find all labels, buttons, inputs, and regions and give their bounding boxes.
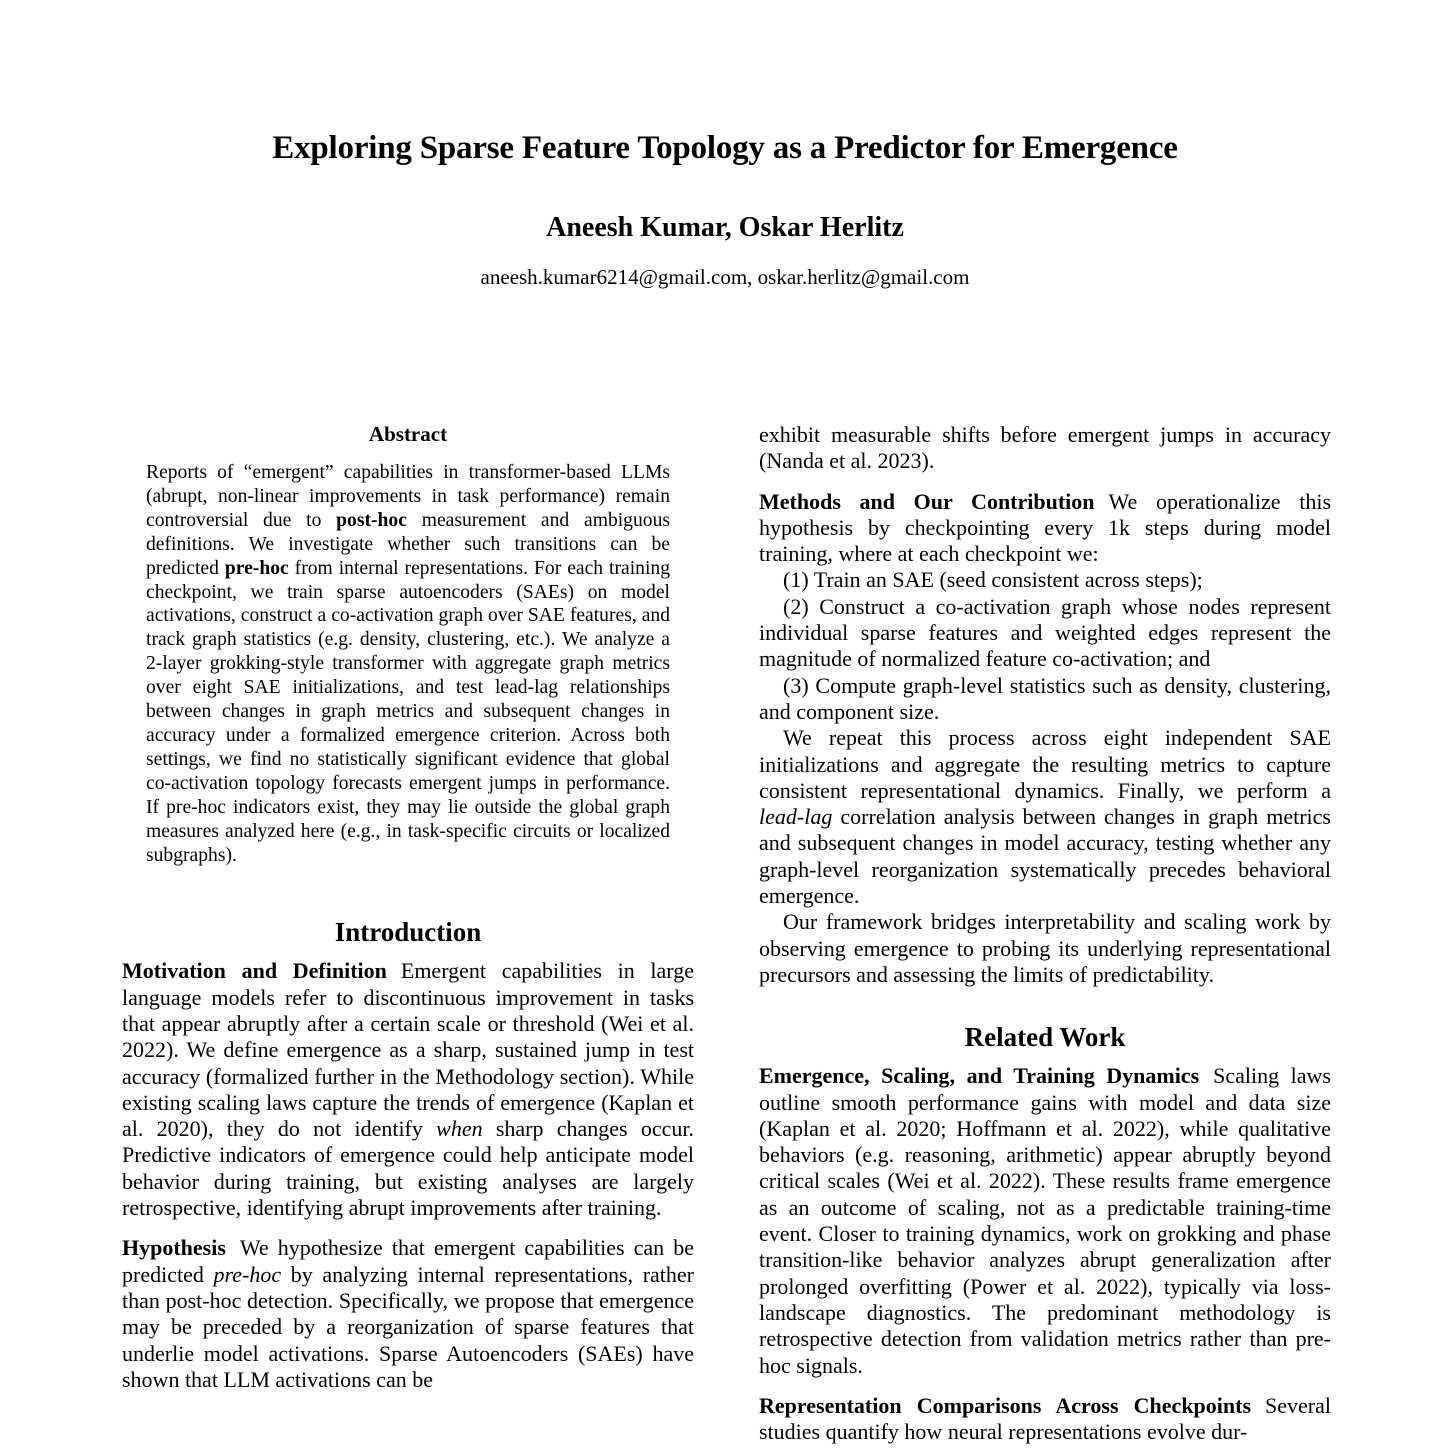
abstract-heading: Abstract	[368, 422, 448, 446]
hypothesis-text: We hypothesize that emergent capabilities can be predicted	[122, 1235, 694, 1287]
motivation-paragraph	[122, 958, 694, 1221]
paper-authors: Aneesh Kumar, Oskar Herlitz	[546, 212, 904, 243]
motivation-emphasis: when	[436, 1116, 483, 1142]
abstract-text: from internal representations. For each training checkpoint, we train sparse autoencoders (SAEs) on model activations, construct a co-activation graph over SAE features, and track graph statistics (e.g. density, clustering, etc.). We analyze a 2-layer grokking-style transformer with aggregate graph metrics over eight SAE initializations, and test lead-lag relationships between changes in graph metrics and subsequent changes in accuracy under a formalized emergence criterion. Across both settings, we find no statistically significant evidence that global co-activation topology forecasts emergent jumps in performance. If pre-hoc indicators exist, they may lie outside the global graph measures analyzed here (e.g., in task-specific circuits or localized subgraphs).	[146, 557, 670, 866]
abstract-text: Reports of “emergent” capabilities in transformer-based LLMs (abrupt, non-linear improvements in task performance) remain controversial due to	[146, 462, 670, 531]
method-step-1: (1) Train an SAE (seed consistent across steps);	[783, 567, 1203, 593]
abstract-text: measurement and ambiguous definitions. We investigate whether such transitions can be predicted	[146, 509, 670, 579]
author-emails: aneesh.kumar6214@gmail.com, oskar.herlitz@gmail.com	[480, 265, 970, 289]
repeat-text: We repeat this process across eight independent SAE initializations and aggregate the resulting metrics to capture consistent representational dynamics. Finally, we perform a	[759, 725, 1331, 803]
right-column	[759, 422, 1331, 1445]
introduction-heading: Introduction	[334, 917, 482, 948]
methods-paragraph	[759, 489, 1331, 568]
hypothesis-text: by analyzing internal representations, rather than post-hoc detection. Specifically, we propose that emergence may be preceded by a reorganization of sparse features that underlie model activations. Sparse Autoencoders (SAEs) have shown that LLM activations can be	[122, 1261, 694, 1392]
representation-paragraph	[759, 1393, 1331, 1446]
method-step-3: (3) Compute graph-level statistics such as density, clustering, and component size.	[759, 672, 1331, 724]
methods-text: We operationalize this hypothesis by checkpointing every 1k steps during model training, where at each checkpoint we:	[759, 488, 1332, 567]
abstract-body	[146, 461, 670, 867]
motivation-text: sharp changes occur. Predictive indicators of emergence could help anticipate model behavior during training, but existing analyses are largely retrospective, identifying abrupt improvements after training.	[122, 1116, 694, 1221]
repeat-text: correlation analysis between changes in graph metrics and subsequent changes in model accuracy, testing whether any graph-level reorganization systematically precedes behavioral emergence.	[759, 804, 1331, 909]
motivation-runin-heading: Motivation and Definition	[122, 958, 387, 984]
abstract-emphasis-pre-hoc: pre-hoc	[224, 557, 289, 579]
representation-runin-heading: Representation Comparisons Across Checkpoints	[759, 1392, 1252, 1418]
emergence-paragraph	[759, 1063, 1331, 1379]
related-work-heading: Related Work	[964, 1022, 1126, 1053]
methods-runin-heading: Methods and Our Contribution	[759, 488, 1095, 514]
method-step-2: (2) Construct a co-activation graph whose nodes represent individual sparse features and weighted edges represent the magnitude of normalized feature co-activation; and	[759, 593, 1331, 672]
left-column	[122, 422, 694, 1393]
repeat-emphasis: lead-lag	[759, 804, 833, 830]
emergence-runin-heading: Emergence, Scaling, and Training Dynamics	[759, 1063, 1200, 1089]
hypothesis-paragraph	[122, 1235, 694, 1393]
hypothesis-emphasis: pre-hoc	[213, 1261, 282, 1287]
emergence-text: Scaling laws outline smooth performance gains with model and data size (Kaplan et al. 2020; Hoffmann et al. 2022), while qualitative behaviors (e.g. reasoning, arithmetic) appear abruptly beyond critical scales (Wei et al. 2022). These results frame emergence as an outcome of scaling, not as a predictable training-time event. Closer to training dynamics, work on grokking and phase transition-like behavior analyzes abrupt generalization after prolonged overfitting (Power et al. 2022), typically via loss-landscape diagnostics. The predominant methodology is retrospective detection from validation metrics rather than pre-hoc signals.	[759, 1063, 1331, 1378]
paper-title: Exploring Sparse Feature Topology as a Predictor for Emergence	[272, 130, 1178, 166]
motivation-text: Emergent capabilities in large language models refer to discontinuous improvement in tasks that appear abruptly after a certain scale or threshold (Wei et al. 2022). We define emergence as a sharp, sustained jump in test accuracy (formalized further in the Methodology section). While existing scaling laws capture the trends of emergence (Kaplan et al. 2020), they do not identify	[122, 958, 694, 1142]
hypothesis-runin-heading: Hypothesis	[122, 1235, 226, 1261]
framework-paragraph: Our framework bridges interpretability and scaling work by observing emergence to probing its underlying representational precursors and assessing the limits of predictability.	[759, 909, 1331, 987]
continuation-paragraph: exhibit measurable shifts before emergent jumps in accuracy (Nanda et al. 2023).	[759, 422, 1331, 474]
abstract-emphasis-post-hoc: post-hoc	[336, 509, 407, 531]
representation-text: Several studies quantify how neural representations evolve dur-	[759, 1392, 1331, 1445]
repeat-paragraph	[759, 725, 1331, 909]
